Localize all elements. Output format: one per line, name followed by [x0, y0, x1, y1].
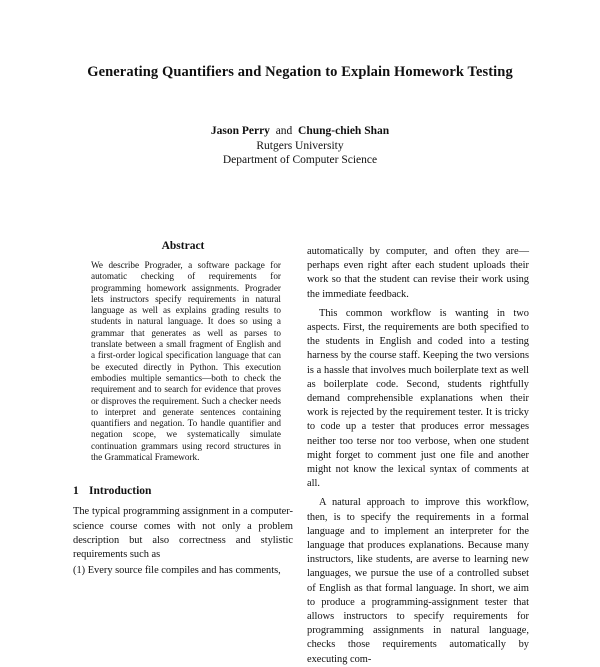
body-paragraph: The typical programming assignment in a computer-science course comes with not only a problem description but also correctness and stylistic requirements such as	[73, 506, 293, 560]
body-paragraph: A natural approach to improve this workflow, then, is to specify the requirements in a formal language and to implement an interpreter for the language that produces explanations. Because many instructors, like students, are averse to learning new languages, we pursue the use of a controlled subset of English as that formal language. In short, we aim to produce a programming-assignment tester that allows instructors to specify requirements for programming assignments in natural language, checks those requirements automatically by executing com-	[307, 497, 529, 665]
section-heading	[73, 485, 293, 497]
author-name: Jason Perry	[210, 125, 270, 137]
affiliation: Rutgers University	[256, 139, 344, 152]
body-paragraph: This common workflow is wanting in two aspects. First, the requirements are both specified to the students in English and coded into a testing harness by the course staff. Keeping the two versions is a hassle that involves much boilerplate text as well as boilerplate code. Second, students rightfully demand comprehensible explanations when their work is rejected by the requirement tester. It is tricky to code up a tester that produces error messages neither too terse nor too verbose, when one student might forget to comment just one file and another might not know the lexical syntax of comments at all.	[307, 307, 529, 490]
right-column	[307, 245, 529, 667]
abstract-heading: Abstract	[161, 240, 205, 252]
abstract-text: We describe Prograder, a software package for automatic checking of requirements for programming homework assignments. Prograder lets instructors specify requirements in natural language as well as explains grading results to students in natural language. It does so using a grammar that generates as well as parses to translate between a small fragment of English and a first-order logical specification language that can be executed directly in Python. This execution embodies multiple semantics—both to check the requirement and to search for evidence that proves or disproves the requirement. Such a checker needs to interpret and generate sentences containing quantifiers and negation. To handle quantifier and negation scope, we systematically simulate continuation grammars using record structures in the Grammatical Framework.	[91, 260, 281, 463]
author-name: Chung-chieh Shan	[298, 125, 390, 137]
author-conjunction: and	[275, 125, 293, 137]
author-block	[0, 124, 600, 168]
author-line	[0, 124, 600, 139]
body-paragraph: automatically by computer, and often they are—perhaps even right after each student uploads their work so that the student can revise their work using the immediate feedback.	[307, 246, 529, 300]
left-column	[73, 240, 293, 578]
department: Department of Computer Science	[222, 154, 378, 166]
paper-title: Generating Quantifiers and Negation to Explain Homework Testing	[87, 64, 513, 80]
section-title: Introduction	[89, 485, 152, 498]
section-number: 1	[73, 485, 79, 498]
example-item: (1) Every source file compiles and has comments,	[73, 565, 281, 577]
